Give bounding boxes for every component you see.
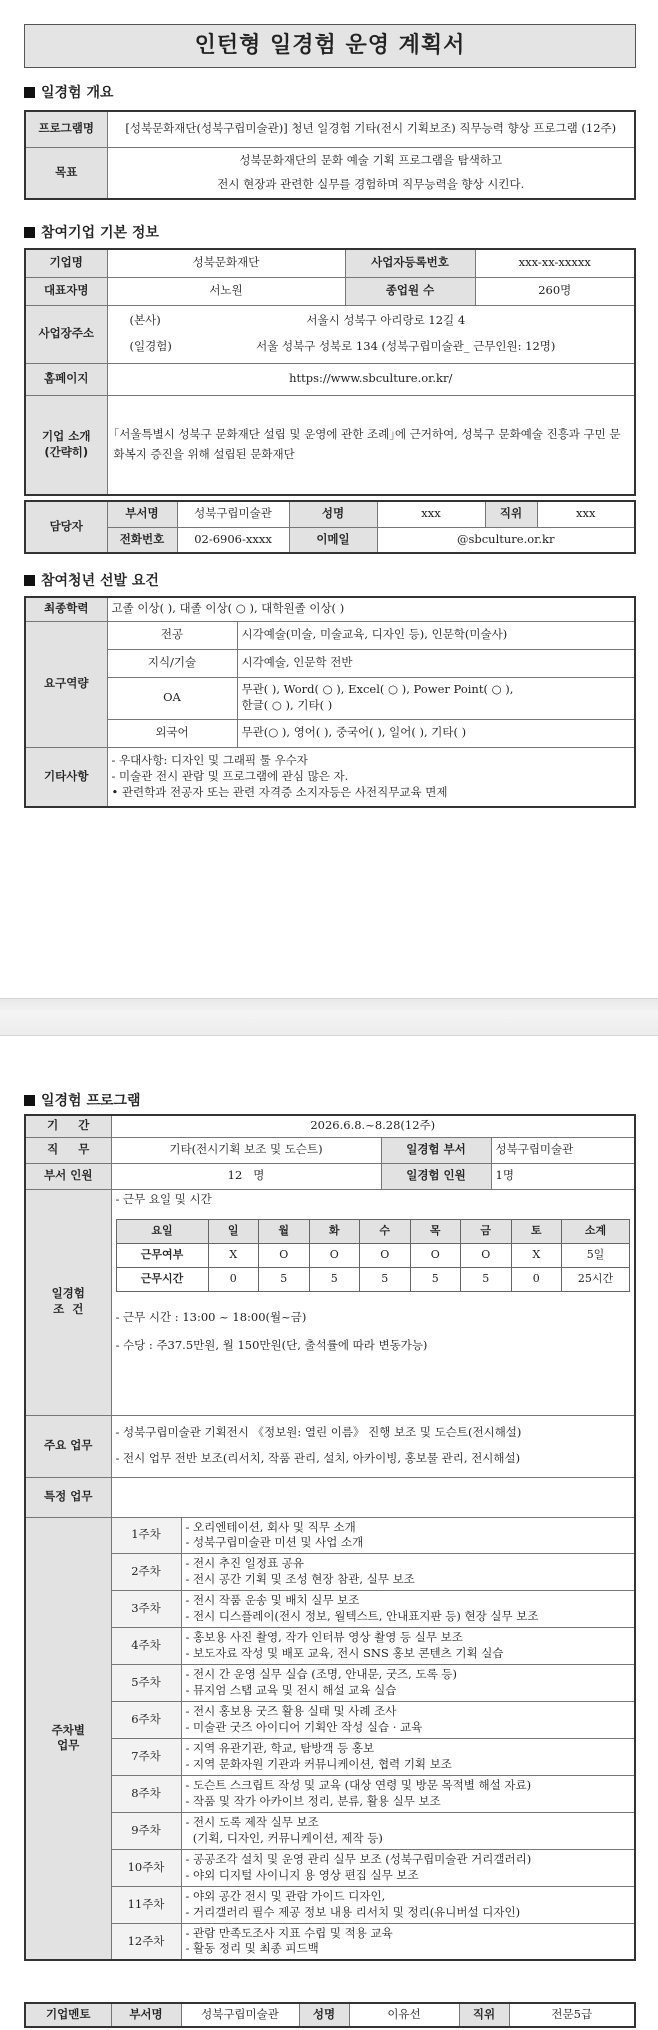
- program-name-value: [성북문화재단(성북구립미술관)] 청년 일경험 기타(전시 기획보조) 직무능력 향상 프로그램 (12주): [107, 111, 635, 147]
- week-tasks: [181, 1664, 635, 1701]
- mentor-position-value: 전문5급: [509, 2003, 635, 2027]
- contact-email-value: @sbculture.or.kr: [377, 527, 635, 553]
- week-label: 11주차: [111, 1886, 181, 1923]
- main-duty-line: - 전시 업무 전반 보조(리서치, 작품 관리, 설치, 아카이빙, 홍보물 관리, 전시해설): [115, 1451, 521, 1465]
- company-name-label: 기업명: [25, 249, 107, 277]
- task-line: - 지역 문화자원 기관과 커뮤니케이션, 협력 기획 보조: [185, 1756, 452, 1771]
- week-label: 9주차: [111, 1812, 181, 1849]
- program-table: [24, 1114, 636, 1961]
- week-tasks: [181, 1849, 635, 1886]
- schedule-header: 요일: [116, 1220, 208, 1244]
- week-label: 5주차: [111, 1664, 181, 1701]
- skill-label: 지식/기술: [107, 649, 237, 677]
- week-label: 1주차: [111, 1517, 181, 1553]
- page-separator: [0, 998, 658, 1036]
- oa-label: OA: [107, 677, 237, 719]
- major-value: 시각예술(미술, 미술교육, 디자인 등), 인문학(미술사): [237, 621, 635, 649]
- task-line: - 전시 홍보용 굿즈 활용 실태 및 사례 조사: [185, 1704, 397, 1719]
- main-duty-value: [111, 1415, 635, 1477]
- condition-heading: - 근무 요일 및 시간: [115, 1191, 212, 1206]
- section-heading-program: [24, 1090, 141, 1110]
- task-line: - 전시 추진 일정표 공유: [185, 1556, 304, 1571]
- oa-line: 무관( ), Word( ○ ), Excel( ○ ), Power Point( ○ ),: [241, 682, 514, 697]
- page-1: [0, 0, 658, 998]
- section-label: 참여기업 기본 정보: [41, 225, 159, 241]
- week-tasks: [181, 1627, 635, 1664]
- task-line: - 전시 공간 기획 및 조성 현장 참관, 실무 보조: [185, 1571, 415, 1586]
- section-label: 참여청년 선발 요건: [41, 573, 159, 589]
- bizno-label: 사업자등록번호: [345, 249, 475, 277]
- intro-label-line: 기업 소개: [42, 429, 91, 444]
- goal-label: 목표: [25, 147, 107, 199]
- week-tasks: [181, 1738, 635, 1775]
- etc-line: - 우대사항: 디자인 및 그래픽 툴 우수자: [111, 753, 308, 768]
- contact-email-label: 이메일: [289, 527, 377, 553]
- schedule-cell: 25시간: [562, 1268, 630, 1292]
- weekly-label-line: 주차별: [51, 1722, 85, 1737]
- address-tag: (본사): [129, 313, 161, 328]
- schedule-header: 화: [309, 1220, 360, 1244]
- task-line: - 성북구립미술관 미션 및 사업 소개: [185, 1535, 364, 1550]
- intro-value: ｢서울특별시 성북구 문화재단 설립 및 운영에 관한 조례｣에 근거하여, 성북구 문화예술 진흥과 구민 문화복지 증진을 위해 설립된 문화재단: [107, 395, 635, 495]
- task-line: - 작품 및 작가 아카이브 정리, 분류, 활용 실무 보조: [185, 1793, 441, 1808]
- task-line: - 도슨트 스크립트 작성 및 교육 (대상 연령 및 방문 목적별 해설 자료): [185, 1778, 532, 1793]
- etc-label: 기타사항: [25, 747, 107, 807]
- task-line: (기획, 디자인, 커뮤니케이션, 제작 등): [185, 1830, 383, 1845]
- schedule-cell: O: [360, 1244, 411, 1268]
- period-label: 기 간: [25, 1115, 111, 1137]
- education-label: 최종학력: [25, 597, 107, 621]
- condition-label: [25, 1189, 111, 1415]
- oa-line: 한글( ○ ), 기타( ): [241, 698, 333, 712]
- task-line: - 전시 도록 제작 실무 보조: [185, 1815, 319, 1830]
- schedule-header: 토: [511, 1220, 562, 1244]
- schedule-cell: X: [208, 1244, 259, 1268]
- contact-dept-value: 성북구립미술관: [177, 501, 289, 527]
- period-value: 2026.6.8.~8.28(12주): [111, 1115, 635, 1137]
- condition-value: [111, 1189, 635, 1415]
- goal-line: 전시 현장과 관련한 실무를 경험하며 직무능력을 향상 시킨다.: [217, 176, 525, 191]
- etc-line: • 관련학과 전공자 또는 관련 자격증 소지자등은 사전직무교육 면제: [111, 784, 448, 799]
- mentor-dept-label: 부서명: [111, 2003, 181, 2027]
- mentor-label: 기업멘토: [25, 2003, 111, 2027]
- special-duty-value: [111, 1477, 635, 1517]
- week-tasks: [181, 1701, 635, 1738]
- overview-table: [24, 110, 636, 200]
- condition-label-line: 조 건: [53, 1302, 84, 1316]
- mentor-position-label: 직위: [459, 2003, 509, 2027]
- competency-label: 요구역량: [25, 621, 107, 747]
- contact-name-value: xxx: [377, 501, 485, 527]
- duty-value: 기타(전시기획 보조 및 도슨트): [111, 1137, 381, 1163]
- schedule-header: 수: [360, 1220, 411, 1244]
- employees-value: 260명: [475, 277, 635, 305]
- skill-value: 시각예술, 인문학 전반: [237, 649, 635, 677]
- condition-pay: - 수당 : 주37.5만원, 월 150만원(단, 출석률에 따라 변동가능): [115, 1337, 428, 1352]
- company-name-value: 성북문화재단: [107, 249, 345, 277]
- schedule-header: 소계: [562, 1220, 630, 1244]
- mentor-name-value: 이유선: [349, 2003, 459, 2027]
- schedule-header-row: [116, 1220, 630, 1244]
- schedule-cell: 0: [208, 1268, 259, 1292]
- schedule-table: [116, 1219, 631, 1292]
- language-label: 외국어: [107, 719, 237, 747]
- program-name-label: 프로그램명: [25, 111, 107, 147]
- education-value: 고졸 이상( ), 대졸 이상( ○ ), 대학원졸 이상( ): [107, 597, 635, 621]
- schedule-cell: 0: [511, 1268, 562, 1292]
- work-dept-value: 성북구립미술관: [491, 1137, 635, 1163]
- schedule-cell: 5: [461, 1268, 512, 1292]
- schedule-header: 금: [461, 1220, 512, 1244]
- week-label: 3주차: [111, 1590, 181, 1627]
- intro-label: [25, 395, 107, 495]
- homepage-link[interactable]: https://www.sbculture.or.kr/: [107, 363, 635, 395]
- square-bullet-icon: [24, 575, 35, 586]
- task-line: - 야외 디지털 사이니지 용 영상 편집 실무 보조: [185, 1867, 419, 1882]
- address-hq: 서울시 성북구 아리랑로 12길 4: [306, 313, 466, 328]
- task-line: - 미술관 굿즈 아이디어 기획안 작성 실습 · 교육: [185, 1719, 423, 1734]
- schedule-row: [116, 1268, 630, 1292]
- task-line: - 보도자료 작성 및 배포 교육, 전시 SNS 홍보 콘텐츠 기획 실습: [185, 1645, 504, 1660]
- mentor-table: [24, 2002, 636, 2028]
- weekly-label: [25, 1517, 111, 1960]
- intro-label-line: (간략히): [44, 444, 89, 459]
- contact-position-value: xxx: [537, 501, 635, 527]
- etc-value: [107, 747, 635, 807]
- section-label: 일경험 프로그램: [41, 1093, 141, 1109]
- contact-tel-label: 전화번호: [107, 527, 177, 553]
- intern-count-label: 일경험 인원: [381, 1163, 491, 1189]
- square-bullet-icon: [24, 227, 35, 238]
- section-heading-requirements: [24, 570, 159, 590]
- language-value: 무관(○ ), 영어( ), 중국어( ), 일어( ), 기타( ): [237, 719, 635, 747]
- major-label: 전공: [107, 621, 237, 649]
- address-value: [107, 305, 635, 363]
- goal-line: 성북문화재단의 문화 예술 기획 프로그램을 탐색하고: [239, 153, 503, 168]
- schedule-cell: 5: [259, 1268, 310, 1292]
- address-tag: (일경험): [129, 339, 172, 353]
- square-bullet-icon: [24, 87, 35, 98]
- staff-label: 부서 인원: [25, 1163, 111, 1189]
- schedule-cell: 5: [410, 1268, 461, 1292]
- goal-value: [107, 147, 635, 199]
- schedule-header: 목: [410, 1220, 461, 1244]
- week-label: 7주차: [111, 1738, 181, 1775]
- task-line: - 야외 공간 전시 및 관람 가이드 디자인,: [185, 1889, 386, 1904]
- schedule-header: 월: [259, 1220, 310, 1244]
- oa-value: [237, 677, 635, 719]
- task-line: - 거리갤러리 필수 제공 정보 내용 리서치 및 정리(유니버설 디자인): [185, 1904, 521, 1919]
- schedule-cell: 근무여부: [116, 1244, 208, 1268]
- weekly-label-line: 업무: [57, 1738, 80, 1753]
- task-line: - 뮤지엄 스탭 교육 및 전시 해설 교육 실습: [185, 1682, 397, 1697]
- employees-label: 종업원 수: [345, 277, 475, 305]
- main-duty-label: 주요 업무: [25, 1415, 111, 1477]
- mentor-name-label: 성명: [299, 2003, 349, 2027]
- schedule-header: 일: [208, 1220, 259, 1244]
- week-label: 10주차: [111, 1849, 181, 1886]
- task-line: - 전시 디스플레이(전시 정보, 월텍스트, 안내표지판 등) 현장 실무 보조: [185, 1608, 539, 1623]
- contact-name-label: 성명: [289, 501, 377, 527]
- task-line: - 공공조각 설치 및 운영 관리 실무 보조 (성북구립미술관 거리갤러리): [185, 1852, 532, 1867]
- section-heading-overview: [24, 82, 114, 102]
- schedule-cell: 근무시간: [116, 1268, 208, 1292]
- condition-label-line: 일경험: [51, 1286, 85, 1301]
- page-2: [0, 1036, 658, 2030]
- contact-table: [24, 500, 636, 554]
- ceo-label: 대표자명: [25, 277, 107, 305]
- document-title: 인턴형 일경험 운영 계획서: [24, 24, 636, 68]
- week-tasks: [181, 1775, 635, 1812]
- week-tasks: [181, 1517, 635, 1553]
- intern-count-value: 1명: [491, 1163, 635, 1189]
- week-tasks: [181, 1590, 635, 1627]
- section-label: 일경험 개요: [41, 85, 114, 101]
- schedule-cell: 5: [360, 1268, 411, 1292]
- work-dept-label: 일경험 부서: [381, 1137, 491, 1163]
- contact-tel-value: 02-6906-xxxx: [177, 527, 289, 553]
- requirements-table: [24, 596, 636, 808]
- task-line: - 활동 정리 및 최종 피드백: [185, 1941, 319, 1956]
- week-label: 6주차: [111, 1701, 181, 1738]
- schedule-cell: O: [461, 1244, 512, 1268]
- schedule-cell: O: [410, 1244, 461, 1268]
- section-heading-company: [24, 222, 159, 242]
- bizno-value: xxx-xx-xxxxx: [475, 249, 635, 277]
- week-label: 12주차: [111, 1923, 181, 1960]
- schedule-cell: 5일: [562, 1244, 630, 1268]
- contact-label: 담당자: [25, 501, 107, 553]
- week-label: 4주차: [111, 1627, 181, 1664]
- staff-value: 12 명: [111, 1163, 381, 1189]
- task-line: - 오리엔테이션, 회사 및 직무 소개: [185, 1519, 356, 1534]
- contact-dept-label: 부서명: [107, 501, 177, 527]
- contact-position-label: 직위: [485, 501, 537, 527]
- task-line: - 전시 간 운영 실무 실습 (조명, 안내문, 굿즈, 도록 등): [185, 1667, 457, 1682]
- week-tasks: [181, 1553, 635, 1590]
- company-table: [24, 248, 636, 496]
- duty-label: 직 무: [25, 1137, 111, 1163]
- task-line: - 전시 작품 운송 및 배치 실무 보조: [185, 1593, 360, 1608]
- week-label: 8주차: [111, 1775, 181, 1812]
- address-label: 사업장주소: [25, 305, 107, 363]
- special-duty-label: 특정 업무: [25, 1477, 111, 1517]
- week-tasks: [181, 1923, 635, 1960]
- week-label: 2주차: [111, 1553, 181, 1590]
- schedule-row: [116, 1244, 630, 1268]
- ceo-value: 서노원: [107, 277, 345, 305]
- schedule-cell: X: [511, 1244, 562, 1268]
- week-tasks: [181, 1812, 635, 1849]
- homepage-label: 홈페이지: [25, 363, 107, 395]
- schedule-cell: O: [309, 1244, 360, 1268]
- task-line: - 관람 만족도조사 지표 수립 및 적용 교육: [185, 1925, 393, 1940]
- schedule-cell: O: [259, 1244, 310, 1268]
- task-line: - 홍보용 사진 촬영, 작가 인터뷰 영상 촬영 등 실무 보조: [185, 1630, 463, 1645]
- week-tasks: [181, 1886, 635, 1923]
- task-line: - 지역 유관기관, 학교, 탐방객 등 홍보: [185, 1741, 375, 1756]
- address-site: 서울 성북구 성북로 134 (성북구립미술관_ 근무인원: 12명): [256, 339, 556, 353]
- square-bullet-icon: [24, 1095, 35, 1106]
- main-duty-line: - 성북구립미술관 기획전시 《정보원: 열린 이름》 진행 보조 및 도슨트(전시해설): [115, 1425, 522, 1440]
- mentor-dept-value: 성북구립미술관: [181, 2003, 299, 2027]
- etc-line: - 미술관 전시 관람 및 프로그램에 관심 많은 자.: [111, 768, 349, 783]
- schedule-cell: 5: [309, 1268, 360, 1292]
- condition-time: - 근무 시간 : 13:00 ~ 18:00(월~금): [115, 1310, 307, 1325]
